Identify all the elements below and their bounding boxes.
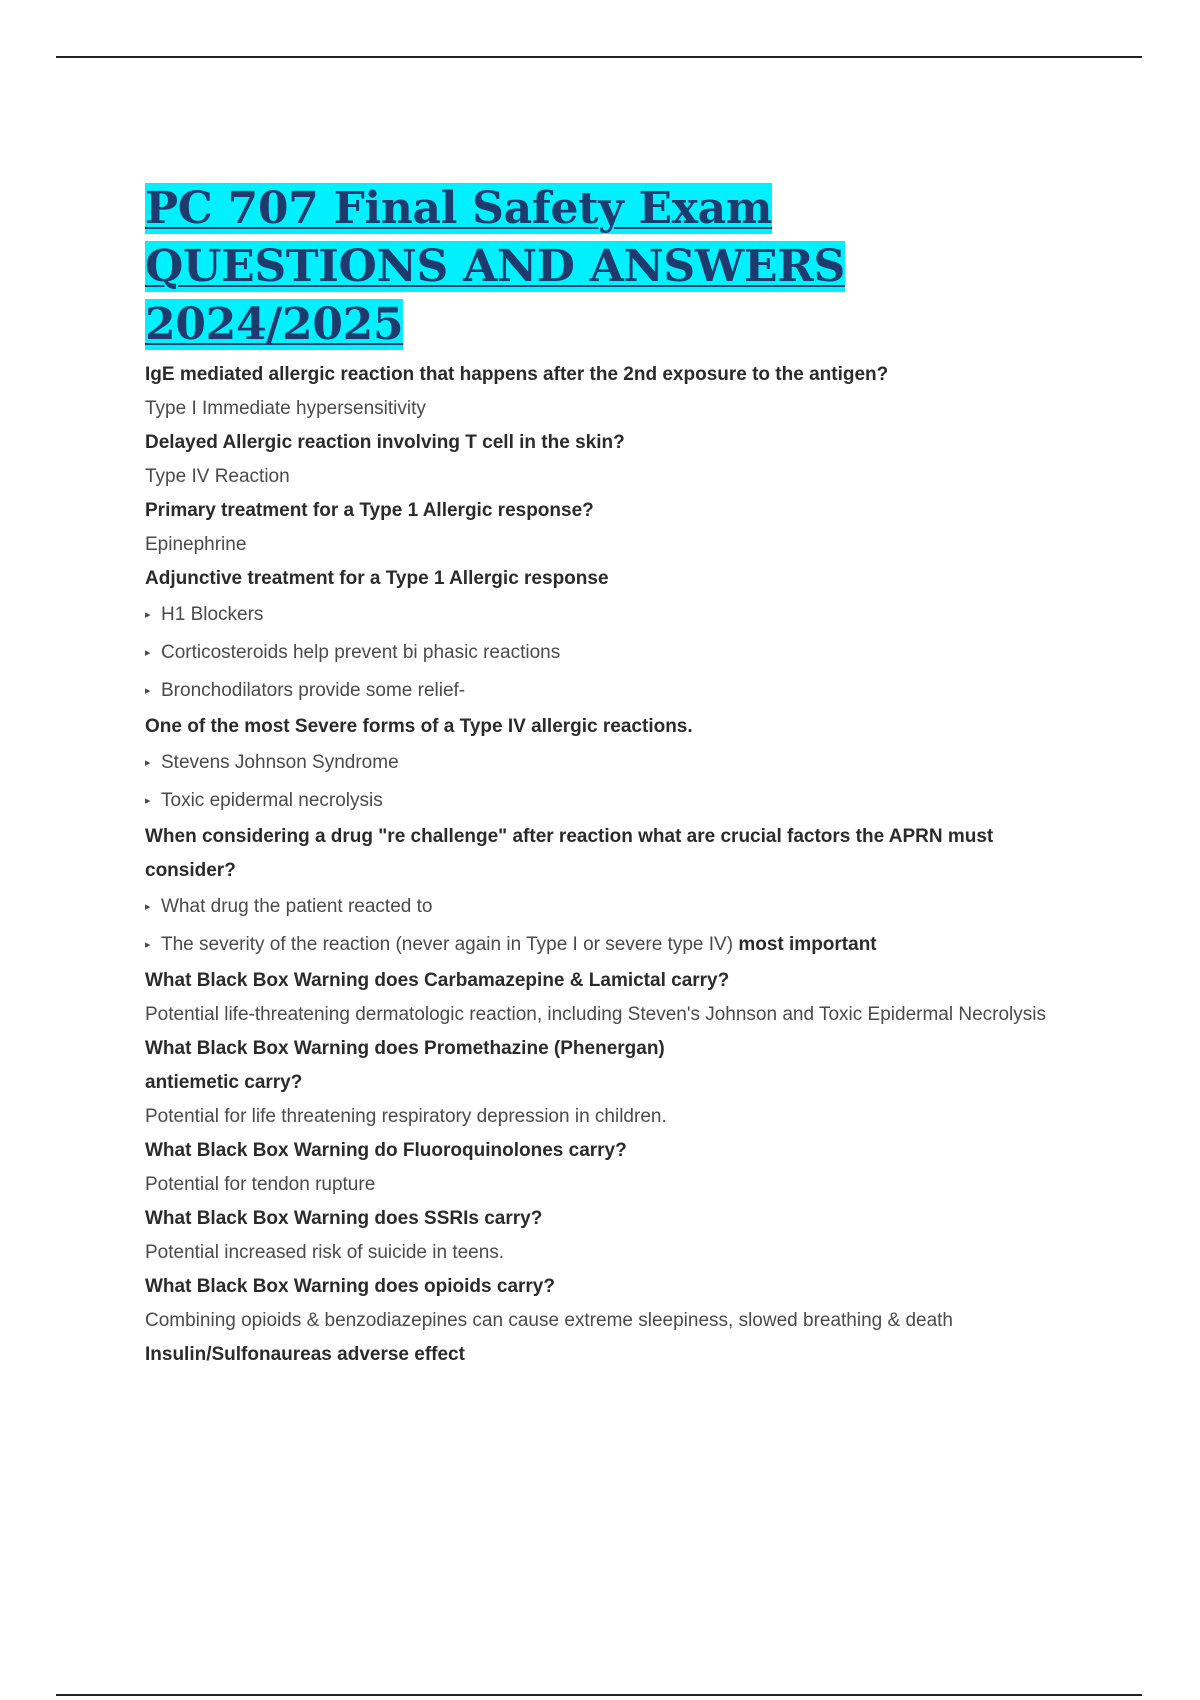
bullet-text: Toxic epidermal necrolysis: [161, 790, 383, 811]
bullet-text: Bronchodilators provide some relief-: [161, 680, 466, 701]
bullet-item: [145, 782, 1065, 820]
qa-content: [145, 358, 1065, 1372]
bullet-text: The severity of the reaction (never again in Type I or severe type IV): [161, 934, 734, 955]
document-title: [145, 180, 1085, 354]
top-rule: [56, 56, 1142, 58]
answer: Potential increased risk of suicide in teens.: [145, 1242, 505, 1263]
bullet-text: H1 Blockers: [161, 604, 264, 625]
bottom-rule: [56, 1694, 1142, 1696]
answer: Type I Immediate hypersensitivity: [145, 398, 426, 419]
question: IgE mediated allergic reaction that happens after the 2nd exposure to the antigen?: [145, 364, 889, 385]
bullet-item: [145, 596, 1065, 634]
bullet-text: Stevens Johnson Syndrome: [161, 752, 399, 773]
bullet-text: Corticosteroids help prevent bi phasic reactions: [161, 642, 561, 663]
answer: Potential for tendon rupture: [145, 1174, 376, 1195]
question: Adjunctive treatment for a Type 1 Allergic response: [145, 568, 609, 589]
bullet-icon: ▸: [145, 685, 151, 697]
bullet-icon: ▸: [145, 757, 151, 769]
question: What Black Box Warning does SSRIs carry?: [145, 1208, 543, 1229]
bullet-item: [145, 888, 1065, 926]
bullet-text: What drug the patient reacted to: [161, 896, 433, 917]
question: What Black Box Warning does Carbamazepine & Lamictal carry?: [145, 970, 730, 991]
question: What Black Box Warning do Fluoroquinolones carry?: [145, 1140, 627, 1161]
emphasis-text: most important: [738, 934, 877, 955]
answer: Type IV Reaction: [145, 466, 290, 487]
bullet-icon: ▸: [145, 609, 151, 621]
answer: Combining opioids & benzodiazepines can cause extreme sleepiness, slowed breathing & death: [145, 1310, 954, 1331]
question: One of the most Severe forms of a Type IV allergic reactions.: [145, 716, 693, 737]
bullet-item: [145, 672, 1065, 710]
question: Delayed Allergic reaction involving T cell in the skin?: [145, 432, 625, 453]
question: Insulin/Sulfonaureas adverse effect: [145, 1344, 465, 1365]
question: Primary treatment for a Type 1 Allergic response?: [145, 500, 594, 521]
bullet-item: [145, 634, 1065, 672]
bullet-icon: ▸: [145, 939, 151, 951]
bullet-icon: ▸: [145, 795, 151, 807]
question: What Black Box Warning does Promethazine (Phenergan) antiemetic carry?: [145, 1038, 665, 1093]
bullet-icon: ▸: [145, 901, 151, 913]
question: When considering a drug "re challenge" after reaction what are crucial factors the APRN must consider?: [145, 826, 994, 881]
answer: Potential for life threatening respiratory depression in children.: [145, 1106, 667, 1127]
bullet-item: [145, 926, 1065, 964]
bullet-icon: ▸: [145, 647, 151, 659]
answer: Epinephrine: [145, 534, 247, 555]
question: What Black Box Warning does opioids carry?: [145, 1276, 555, 1297]
answer: Potential life-threatening dermatologic reaction, including Steven's Johnson and Toxic Epidermal Necrolysis: [145, 1004, 1046, 1025]
bullet-item: [145, 744, 1065, 782]
document-title-text: PC 707 Final Safety Exam QUESTIONS AND ANSWERS 2024/2025: [145, 183, 845, 350]
